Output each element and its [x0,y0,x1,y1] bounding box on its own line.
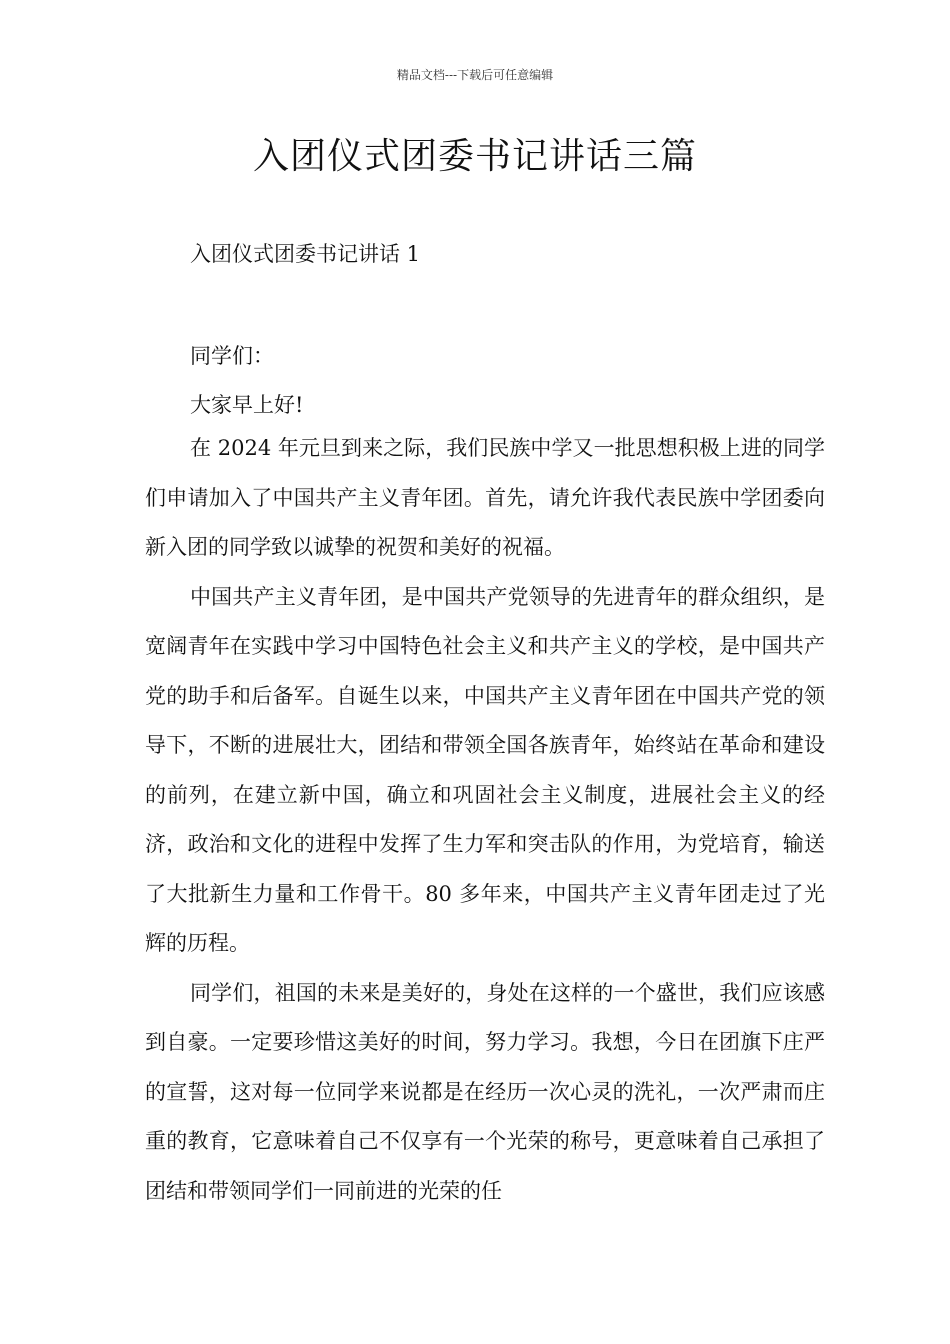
speech-subtitle: 入团仪式团委书记讲话 1 [190,242,421,266]
paragraph: 中国共产主义青年团，是中国共产党领导的先进青年的群众组织，是宽阔青年在实践中学习中国特色社会主义和共产主义的学校，是中国共产党的助手和后备军。自诞生以来，中国共产主义青年团在中国共产党的领导下，不断的进展壮大，团结和带领全国各族青年，始终站在革命和建设的前列，在建立新中国，确立和巩固社会主义制度，进展社会主义的经济，政治和文化的进程中发挥了生力军和突击队的作用，为党培育，输送了大批新生力量和工作骨干。80 多年来，中国共产主义青年团走过了光辉的历程。 [145,584,825,955]
speech-body [145,424,825,1216]
paragraph: 同学们，祖国的未来是美好的，身处在这样的一个盛世，我们应该感到自豪。一定要珍惜这美好的时间，努力学习。我想，今日在团旗下庄严的宣誓，这对每一位同学来说都是在经历一次心灵的洗礼，一次严肃而庄重的教育，它意味着自己不仅享有一个光荣的称号，更意味着自己承担了团结和带领同学们一同前进的光荣的任 [145,980,825,1203]
page-header: 精品文档---下载后可任意编辑 [396,68,554,82]
paragraph: 在 2024 年元旦到来之际，我们民族中学又一批思想积极上进的同学们申请加入了中国共产主义青年团。首先，请允许我代表民族中学团委向新入团的同学致以诚挚的祝贺和美好的祝福。 [145,436,825,559]
document-title: 入团仪式团委书记讲话三篇 [252,136,697,177]
greeting: 同学们： [190,344,274,368]
salutation: 大家早上好! [190,393,304,417]
